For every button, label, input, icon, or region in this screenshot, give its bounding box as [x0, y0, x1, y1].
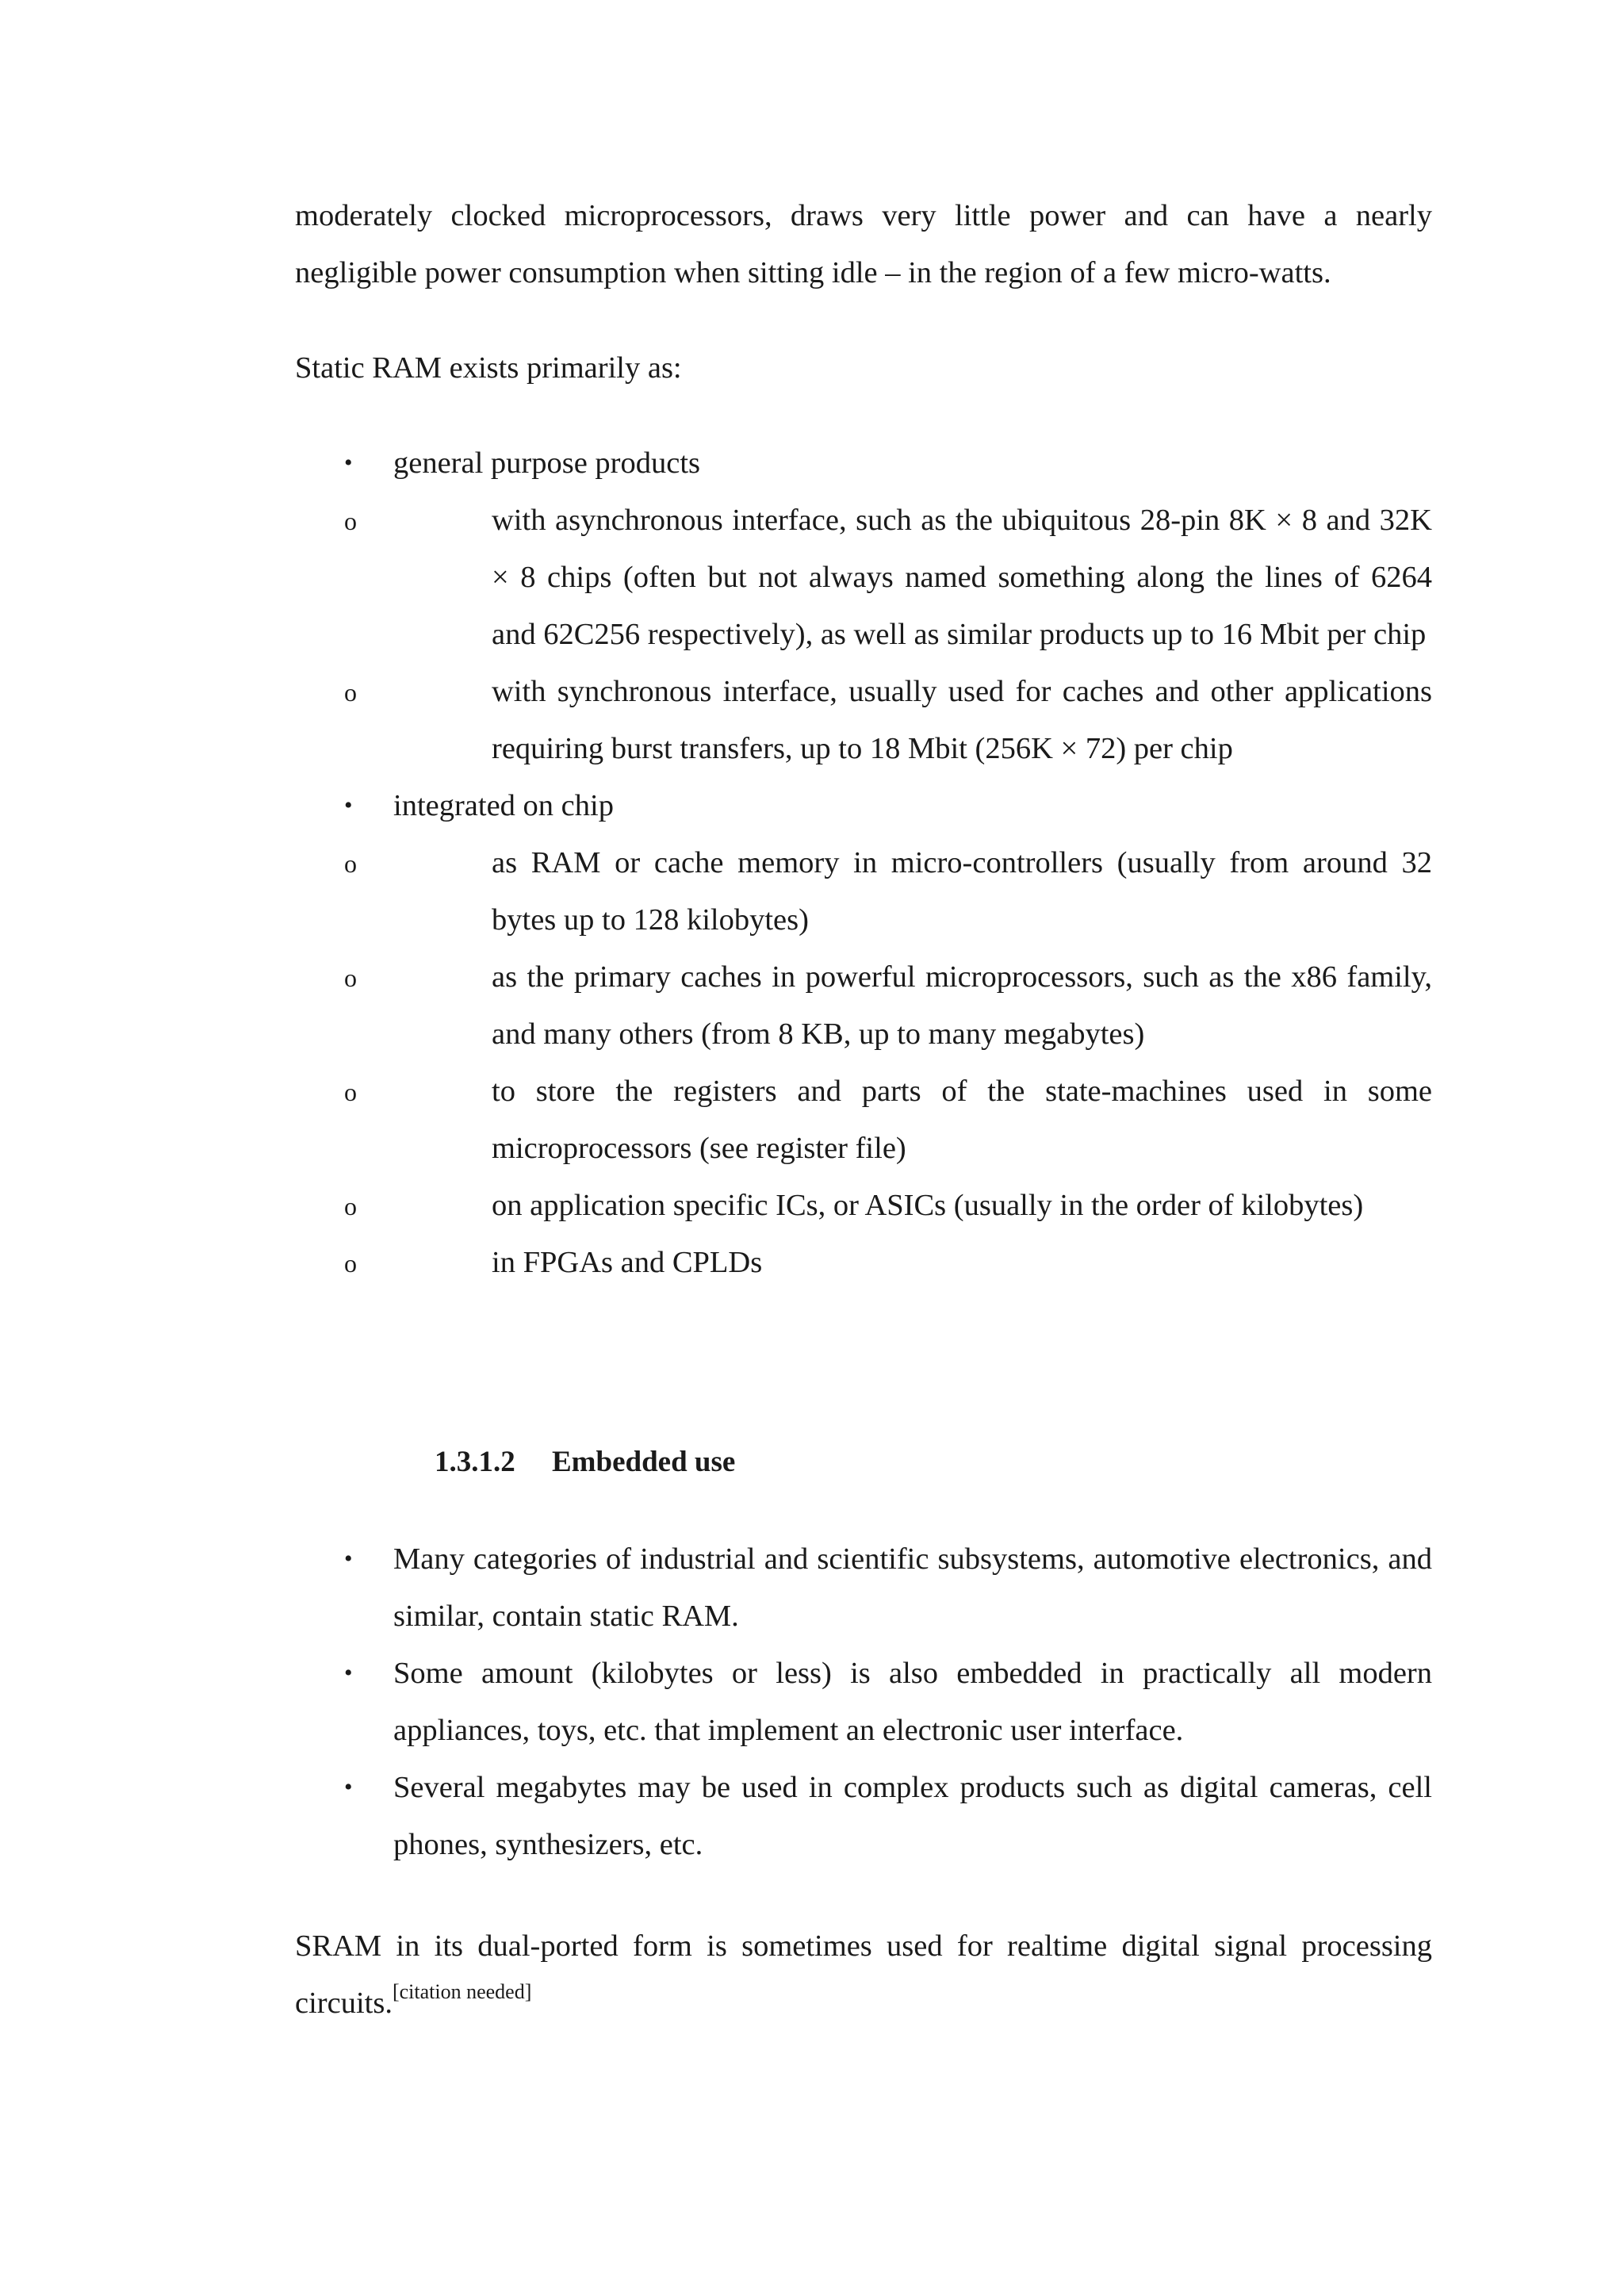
- primary-usage-list: [295, 435, 1432, 1291]
- circle-bullet-icon: o: [344, 849, 357, 878]
- list-item-label: general purpose products: [393, 446, 701, 480]
- sub-list-item-text: as RAM or cache memory in micro-controllers (usually from around 32 bytes up to 128 kilobytes): [492, 846, 1432, 937]
- sub-list-item-text: with synchronous interface, usually used for caches and other applications requiring burst transfers, up to 18 Mbit (256K × 72) per chip: [492, 675, 1432, 765]
- circle-bullet-icon: o: [344, 964, 357, 992]
- bullet-icon: •: [344, 792, 353, 818]
- circle-bullet-icon: o: [344, 1249, 357, 1278]
- sub-list-item-text: as the primary caches in powerful microprocessors, such as the x86 family, and many others (from 8 KB, up to many megabytes): [492, 960, 1432, 1051]
- sub-list-item: [344, 492, 1432, 663]
- section-title: Embedded use: [552, 1446, 736, 1478]
- circle-bullet-icon: o: [344, 678, 357, 707]
- opening-paragraph: moderately clocked microprocessors, draws very little power and can have a nearly negligible power consumption when sitting idle – in the region of a few micro-watts.: [295, 199, 1432, 289]
- list-item-text: Many categories of industrial and scientific subsystems, automotive electronics, and similar, contain static RAM.: [393, 1542, 1432, 1633]
- list-item-general-purpose: [295, 435, 1432, 777]
- intro-line: Static RAM exists primarily as:: [295, 351, 682, 385]
- bullet-icon: •: [344, 1660, 353, 1686]
- sub-list-item: [344, 1177, 1432, 1234]
- list-item-label: integrated on chip: [393, 789, 614, 822]
- list-item-integrated-on-chip: [295, 777, 1432, 1291]
- citation-needed-link[interactable]: [citation needed]: [392, 1980, 532, 2003]
- sub-list-item: [344, 1063, 1432, 1177]
- sub-list-item-text: with asynchronous interface, such as the ubiquitous 28-pin 8K × 8 and 32K × 8 chips (often but not always named something along the lines of 6264 and 62C256 respectively), as well as similar products up to 16 Mbit per chip: [492, 504, 1432, 651]
- sub-list-item: [344, 948, 1432, 1063]
- sub-list-item-text: in FPGAs and CPLDs: [492, 1246, 763, 1279]
- circle-bullet-icon: o: [344, 507, 357, 535]
- list-item-text: Several megabytes may be used in complex products such as digital cameras, cell phones, synthesizers, etc.: [393, 1771, 1432, 1861]
- sub-list: [344, 834, 1432, 1291]
- sub-list-item: [344, 1234, 1432, 1291]
- list-item: [295, 1645, 1432, 1759]
- section-heading: [435, 1434, 735, 1491]
- bullet-icon: •: [344, 1774, 353, 1800]
- sub-list-item-text: on application specific ICs, or ASICs (usually in the order of kilobytes): [492, 1189, 1364, 1222]
- circle-bullet-icon: o: [344, 1192, 357, 1220]
- closing-paragraph-text: SRAM in its dual-ported form is sometimes used for realtime digital signal processing circuits.: [295, 1929, 1432, 2020]
- list-item-text: Some amount (kilobytes or less) is also embedded in practically all modern appliances, toys, etc. that implement an electronic user interface.: [393, 1657, 1432, 1747]
- sub-list-item: [344, 663, 1432, 777]
- sub-list-item-text: to store the registers and parts of the state-machines used in some microprocessors (see register file): [492, 1075, 1432, 1165]
- sub-list: [344, 492, 1432, 777]
- list-item: [295, 1759, 1432, 1873]
- list-item: [295, 1531, 1432, 1645]
- section-number: 1.3.1.2: [435, 1446, 515, 1478]
- closing-paragraph: [295, 1918, 1432, 2035]
- bullet-icon: •: [344, 1546, 353, 1572]
- embedded-use-list: [295, 1531, 1432, 1873]
- sub-list-item: [344, 834, 1432, 948]
- bullet-icon: •: [344, 450, 353, 476]
- circle-bullet-icon: o: [344, 1078, 357, 1106]
